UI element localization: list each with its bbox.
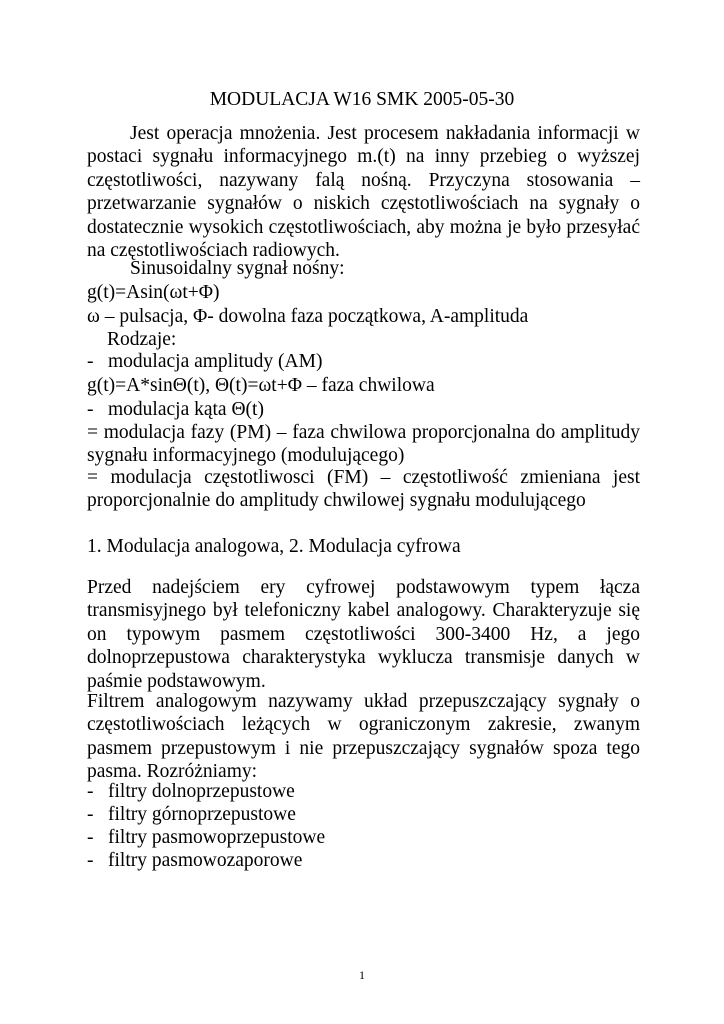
formula-carrier: g(t)=Asin(ωt+Φ)	[87, 282, 220, 303]
list-item-lowpass	[87, 780, 640, 803]
history-paragraph: Przed nadejściem ery cyfrowej podstawowym typem łącza transmisyjnego był telefoniczny kabel analogowy. Charakteryzuje się on typowym pasmem częstotliwości 300-3400 Hz, a jego dolnoprzepustowa charakterystyka wyklucza transmisje danych w paśmie podstawowym.	[87, 577, 640, 692]
list-dash: -	[87, 351, 94, 372]
list-item-bandpass	[87, 826, 640, 849]
filter-definition-paragraph: Filtrem analogowym nazywamy układ przepuszczający sygnały o częstotliwościach leżących w ograniczonym zakresie, zwanym pasmem przepustowym i nie przepuszczający sygnałów spoza tego pasma. Rozróżniamy:	[87, 691, 640, 783]
list-item-text: filtry pasmowozaporowe	[108, 850, 303, 871]
list-item-text: filtry dolnoprzepustowe	[108, 781, 295, 802]
kinds-label: Rodzaje:	[107, 329, 177, 350]
fm-paragraph: = modulacja częstotliwosci (FM) – częstotliwość zmieniana jest proporcjonalnie do amplitudy chwilowej sygnału modulującego	[87, 467, 640, 512]
list-dash: -	[87, 804, 94, 825]
formula-instantaneous-phase: g(t)=A*sinΘ(t), Θ(t)=ωt+Φ – faza chwilowa	[87, 375, 435, 396]
list-item-bandstop	[87, 849, 640, 872]
list-dash: -	[87, 399, 94, 420]
page-number: 1	[359, 968, 365, 982]
formula-carrier-description: ω – pulsacja, Φ- dowolna faza początkowa, A-amplituda	[87, 306, 529, 327]
pm-paragraph: = modulacja fazy (PM) – faza chwilowa proporcjonalna do amplitudy sygnału informacyjnego (modulującego)	[87, 422, 640, 467]
list-item-text: filtry górnoprzepustowe	[108, 804, 296, 825]
modulation-types-line: 1. Modulacja analogowa, 2. Modulacja cyfrowa	[87, 536, 461, 557]
list-item-text: filtry pasmowoprzepustowe	[108, 827, 326, 848]
list-item-angle	[87, 398, 640, 421]
list-item-am	[87, 350, 640, 373]
carrier-label: Sinusoidalny sygnał nośny:	[130, 258, 345, 279]
list-dash: -	[87, 827, 94, 848]
list-dash: -	[87, 781, 94, 802]
list-item-text: modulacja amplitudy (AM)	[108, 351, 323, 372]
list-item-highpass	[87, 803, 640, 826]
intro-paragraph: Jest operacja mnożenia. Jest procesem nakładania informacji w postaci sygnału informacyjnego m.(t) na inny przebieg o wyższej częstotliwości, nazywany falą nośną. Przyczyna stosowania – przetwarzanie sygnałów o niskich częstotliwościach na sygnały o dostatecznie wysokich częstotliwościach, aby można je było przesyłać na częstotliwościach radiowych.	[87, 123, 640, 262]
page-title: MODULACJA W16 SMK 2005-05-30	[209, 89, 515, 110]
list-dash: -	[87, 850, 94, 871]
list-item-text: modulacja kąta Θ(t)	[108, 399, 264, 420]
